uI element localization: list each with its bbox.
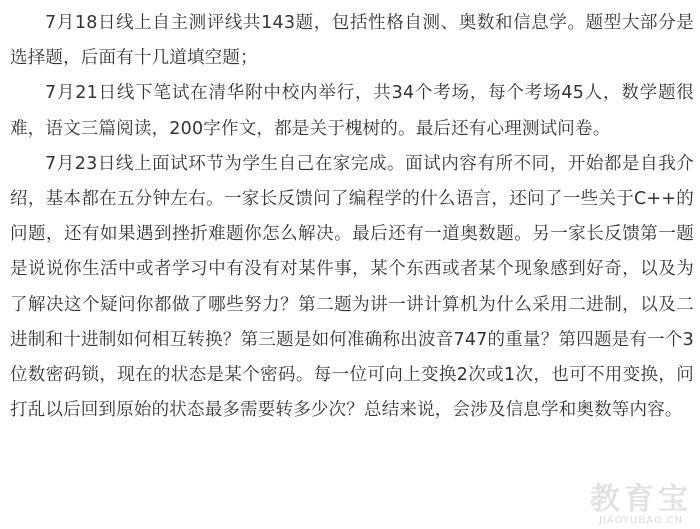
site-watermark [590, 482, 692, 527]
article-body [10, 6, 694, 428]
paragraph-written-exam: 7月21日线下笔试在清华附中校内举行，共34个考场，每个考场45人，数学题很难，语文三篇阅读，200字作文，都是关于槐树的。最后还有心理测试问卷。 [10, 83, 694, 139]
watermark-domain: JIAOYUBAO.CN [599, 515, 683, 526]
watermark-logo-text: 教育宝 [590, 482, 692, 517]
paragraph-online-test: 7月18日线上自主测评线共143题，包括性格自测、奥数和信息学。题型大部分是选择题，后面有十几道填空题； [10, 13, 694, 69]
paragraph-interview: 7月23日线上面试环节为学生自己在家完成。面试内容有所不同，开始都是自我介绍，基本都在五分钟左右。一家长反馈问了编程学的什么语言，还问了一些关于C++的问题，还有如果遇到挫折难题你怎么解决。最后还有一道奥数题。另一家长反馈第一题是说说你生活中或者学习中有没有对某件事，某个东西或者某个现象感到好奇，以及为了解决这个疑问你都做了哪些努力？第二题为讲一讲计算机为什么采用二进制，以及二进制和十进制如何相互转换？第三题是如何准确称出波音747的重量？第四题是有一个3位数密码锁，现在的状态是某个密码。每一位可向上变换2次或1次，也可不用变换，问打乱以后回到原始的状态最多需要转多少次？总结来说，会涉及信息学和奥数等内容。 [10, 153, 694, 421]
